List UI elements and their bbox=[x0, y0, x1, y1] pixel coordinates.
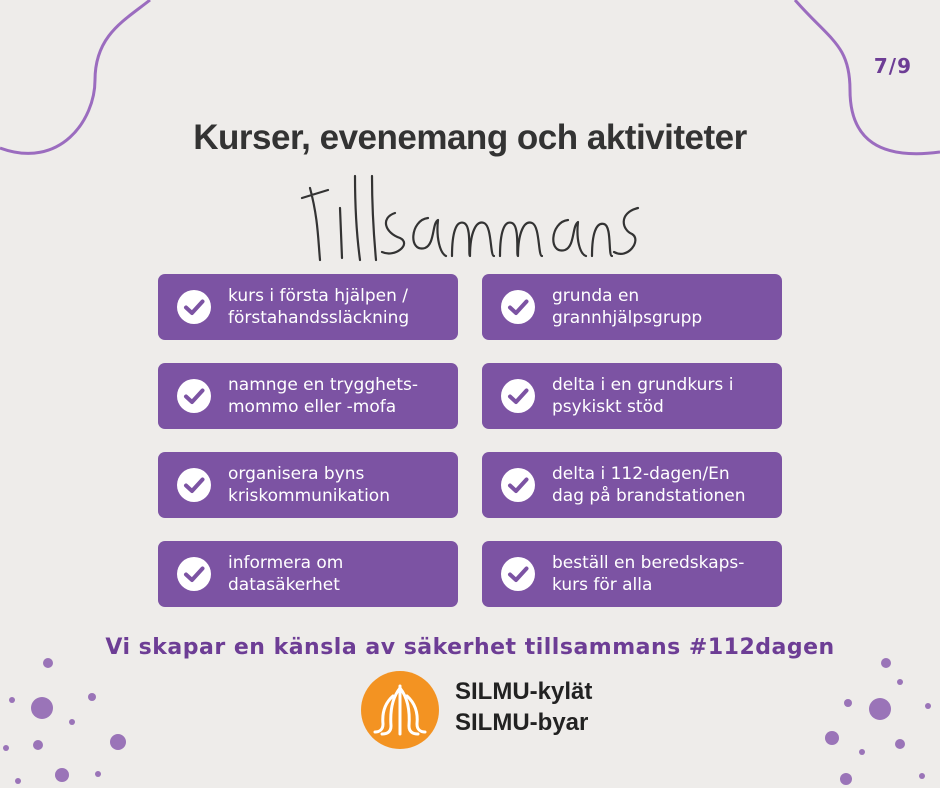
check-circle-icon bbox=[176, 467, 212, 503]
activity-text: delta i 112-dagen/En dag på brandstationen bbox=[552, 464, 746, 506]
activity-card bbox=[482, 452, 782, 518]
script-word-tillsammans bbox=[300, 168, 640, 268]
activity-card bbox=[158, 274, 458, 340]
activity-text: kurs i första hjälpen / förstahandssläckning bbox=[228, 286, 410, 328]
activity-card bbox=[482, 274, 782, 340]
activity-text: organisera byns kriskommunikation bbox=[228, 464, 390, 506]
check-circle-icon bbox=[500, 289, 536, 325]
activity-card bbox=[158, 452, 458, 518]
check-circle-icon bbox=[176, 289, 212, 325]
tagline: Vi skapar en känsla av säkerhet tillsammans #112dagen bbox=[105, 635, 835, 660]
check-circle-icon bbox=[500, 467, 536, 503]
brand-name bbox=[455, 676, 592, 738]
page-number: 7/9 bbox=[873, 54, 912, 78]
brand-line-finnish: SILMU-kylät bbox=[455, 678, 593, 705]
activity-text: informera om datasäkerhet bbox=[228, 553, 344, 595]
activity-card bbox=[158, 363, 458, 429]
check-circle-icon bbox=[500, 556, 536, 592]
activity-text: grunda en grannhjälpsgrupp bbox=[552, 286, 703, 328]
activity-card bbox=[158, 541, 458, 607]
silmu-logo bbox=[360, 670, 440, 750]
brand-line-swedish: SILMU-byar bbox=[455, 709, 589, 736]
activity-card bbox=[482, 541, 782, 607]
activity-text: namnge en trygghets- mommo eller -mofa bbox=[228, 375, 419, 417]
activity-card bbox=[482, 363, 782, 429]
activity-text: beställ en beredskaps- kurs för alla bbox=[552, 553, 745, 595]
page-title: Kurser, evenemang och aktiviteter bbox=[193, 118, 747, 157]
check-circle-icon bbox=[500, 378, 536, 414]
check-circle-icon bbox=[176, 556, 212, 592]
activity-text: delta i en grundkurs i psykiskt stöd bbox=[552, 375, 734, 417]
check-circle-icon bbox=[176, 378, 212, 414]
